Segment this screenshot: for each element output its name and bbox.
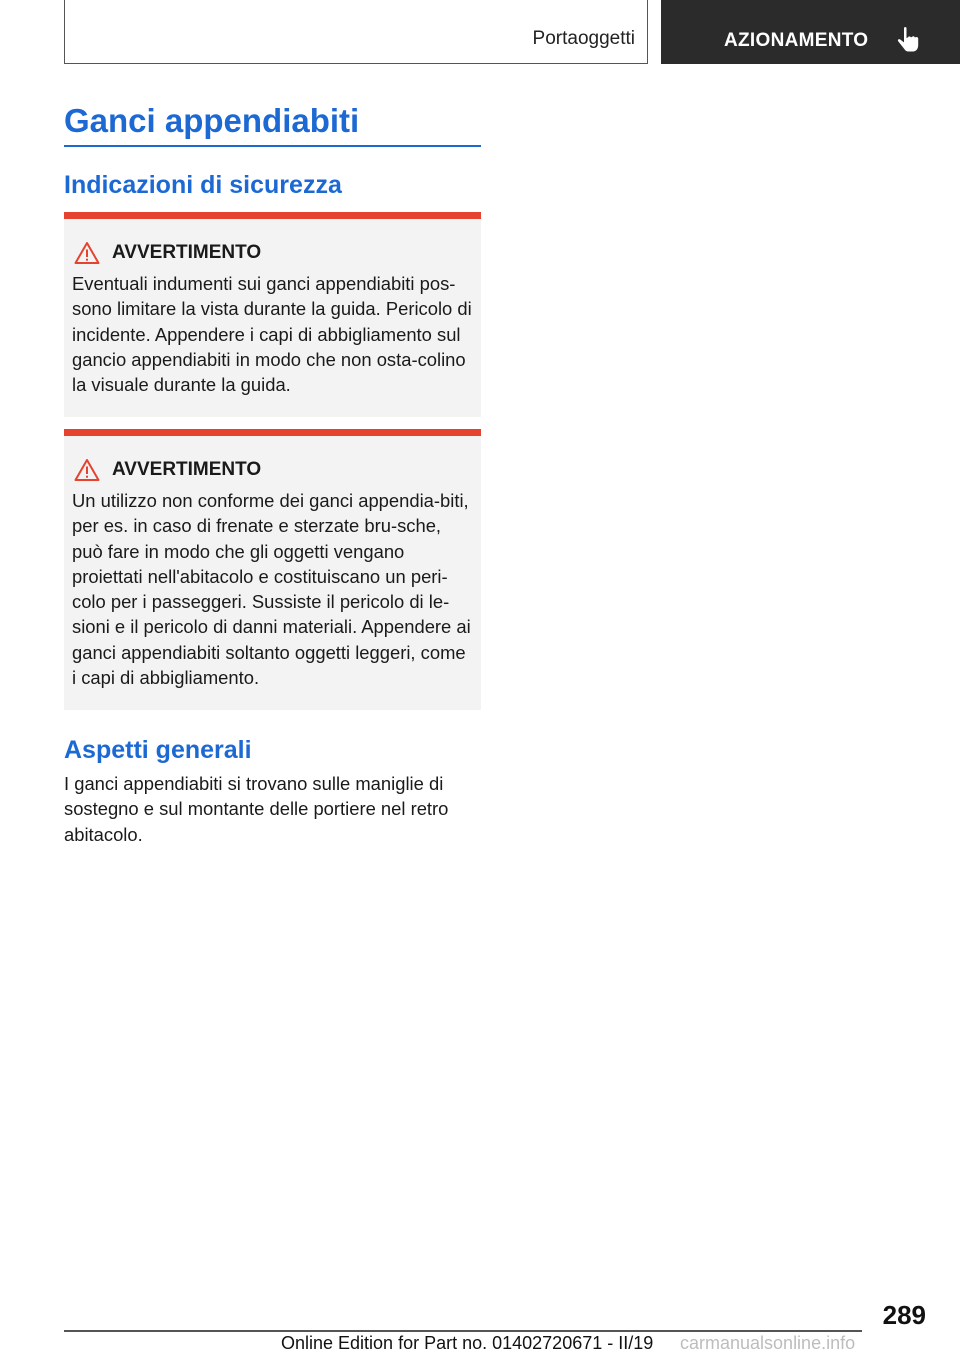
warning-triangle-icon — [74, 241, 100, 265]
warning-text: Eventuali indumenti sui ganci appendiabiti pos-sono limitare la vista durante la guida. Pericolo di incidente. Appendere i capi di abbigliamento sul gancio appendiabiti in modo che non osta-colino la visuale durante la guida. — [72, 273, 472, 396]
page-number: 289 — [882, 1300, 926, 1330]
footer-divider — [64, 1330, 862, 1332]
section-body-text: I ganci appendiabiti si trovano sulle maniglie di sostegno e sul montante delle portiere nel retro abitacolo. — [64, 773, 449, 845]
warning-box — [64, 212, 481, 417]
header-section-box — [64, 0, 648, 64]
header-chapter-tab — [661, 0, 960, 64]
section-heading: Aspetti generali — [64, 736, 252, 764]
page-title: Ganci appendiabiti — [64, 102, 360, 139]
safety-subtitle: Indicazioni di sicurezza — [64, 171, 342, 199]
warning-box — [64, 429, 481, 710]
title-divider — [64, 145, 481, 147]
header-section-title: Portaoggetti — [532, 28, 635, 49]
footer-edition: Online Edition for Part no. 01402720671 - II/19 — [281, 1333, 654, 1353]
header-chapter-title: AZIONAMENTO — [724, 30, 869, 51]
pointing-hand-icon — [897, 26, 919, 54]
warning-triangle-icon — [74, 458, 100, 482]
warning-text: Un utilizzo non conforme dei ganci appendia-biti, per es. in caso di frenate e sterzate bru-sche, può fare in modo che gli oggetti vengano proiettati nell'abitacolo e costituiscano un peri-colo per i passeggeri. Sussiste il pericolo di le-sioni e il pericolo di danni materiali. Appendere ai ganci appendiabiti soltanto oggetti leggeri, come i capi di abbigliamento. — [72, 490, 471, 689]
footer-watermark: carmanualsonline.info — [680, 1333, 856, 1353]
warning-label: AVVERTIMENTO — [112, 459, 262, 480]
warning-label: AVVERTIMENTO — [112, 242, 262, 263]
